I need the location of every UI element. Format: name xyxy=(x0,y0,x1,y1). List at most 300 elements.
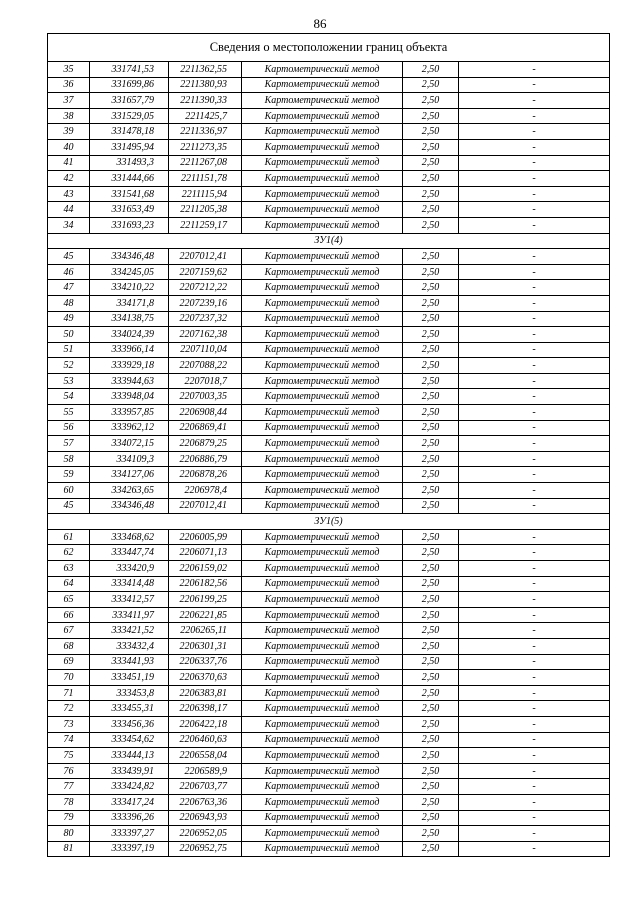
description-cell: - xyxy=(459,420,610,436)
x-coordinate-cell: 333455,31 xyxy=(90,701,169,717)
point-number-cell: 50 xyxy=(48,327,90,343)
point-number-cell: 75 xyxy=(48,748,90,764)
accuracy-cell: 2,50 xyxy=(403,108,459,124)
method-cell: Картометрический метод xyxy=(242,763,403,779)
y-coordinate-cell: 2206301,31 xyxy=(169,638,242,654)
accuracy-cell: 2,50 xyxy=(403,483,459,499)
x-coordinate-cell: 333468,62 xyxy=(90,529,169,545)
point-number-cell: 41 xyxy=(48,155,90,171)
point-number-cell: 81 xyxy=(48,841,90,857)
method-cell: Картометрический метод xyxy=(242,779,403,795)
x-coordinate-cell: 334346,48 xyxy=(90,249,169,265)
accuracy-cell: 2,50 xyxy=(403,171,459,187)
x-coordinate-cell: 333397,19 xyxy=(90,841,169,857)
method-cell: Картометрический метод xyxy=(242,155,403,171)
accuracy-cell: 2,50 xyxy=(403,327,459,343)
table-row xyxy=(48,171,610,187)
description-cell: - xyxy=(459,124,610,140)
description-cell: - xyxy=(459,763,610,779)
y-coordinate-cell: 2206265,11 xyxy=(169,623,242,639)
table-row xyxy=(48,498,610,514)
method-cell: Картометрический метод xyxy=(242,249,403,265)
x-coordinate-cell: 334127,06 xyxy=(90,467,169,483)
point-number-cell: 63 xyxy=(48,561,90,577)
y-coordinate-cell: 2211390,33 xyxy=(169,93,242,109)
table-row xyxy=(48,264,610,280)
x-coordinate-cell: 333454,62 xyxy=(90,732,169,748)
y-coordinate-cell: 2206763,36 xyxy=(169,794,242,810)
y-coordinate-cell: 2206199,25 xyxy=(169,592,242,608)
accuracy-cell: 2,50 xyxy=(403,405,459,421)
accuracy-cell: 2,50 xyxy=(403,389,459,405)
method-cell: Картометрический метод xyxy=(242,186,403,202)
y-coordinate-cell: 2211259,17 xyxy=(169,217,242,233)
method-cell: Картометрический метод xyxy=(242,405,403,421)
method-cell: Картометрический метод xyxy=(242,420,403,436)
accuracy-cell: 2,50 xyxy=(403,451,459,467)
method-cell: Картометрический метод xyxy=(242,670,403,686)
description-cell: - xyxy=(459,670,610,686)
point-number-cell: 39 xyxy=(48,124,90,140)
table-row xyxy=(48,483,610,499)
table-row xyxy=(48,249,610,265)
table-row xyxy=(48,327,610,343)
section-label: ЗУ1(4) xyxy=(48,233,610,249)
point-number-cell: 45 xyxy=(48,249,90,265)
accuracy-cell: 2,50 xyxy=(403,607,459,623)
method-cell: Картометрический метод xyxy=(242,436,403,452)
description-cell: - xyxy=(459,264,610,280)
x-coordinate-cell: 331495,94 xyxy=(90,139,169,155)
point-number-cell: 48 xyxy=(48,295,90,311)
x-coordinate-cell: 333447,74 xyxy=(90,545,169,561)
table-row xyxy=(48,124,610,140)
y-coordinate-cell: 2206398,17 xyxy=(169,701,242,717)
x-coordinate-cell: 334072,15 xyxy=(90,436,169,452)
description-cell: - xyxy=(459,311,610,327)
point-number-cell: 45 xyxy=(48,498,90,514)
accuracy-cell: 2,50 xyxy=(403,202,459,218)
point-number-cell: 59 xyxy=(48,467,90,483)
description-cell: - xyxy=(459,467,610,483)
method-cell: Картометрический метод xyxy=(242,607,403,623)
table-row xyxy=(48,732,610,748)
x-coordinate-cell: 334171,8 xyxy=(90,295,169,311)
y-coordinate-cell: 2207110,04 xyxy=(169,342,242,358)
y-coordinate-cell: 2211362,55 xyxy=(169,62,242,78)
point-number-cell: 53 xyxy=(48,373,90,389)
method-cell: Картометрический метод xyxy=(242,701,403,717)
x-coordinate-cell: 333417,24 xyxy=(90,794,169,810)
description-cell: - xyxy=(459,607,610,623)
y-coordinate-cell: 2206952,75 xyxy=(169,841,242,857)
point-number-cell: 44 xyxy=(48,202,90,218)
x-coordinate-cell: 333412,57 xyxy=(90,592,169,608)
description-cell: - xyxy=(459,732,610,748)
y-coordinate-cell: 2206071,13 xyxy=(169,545,242,561)
table-row xyxy=(48,701,610,717)
accuracy-cell: 2,50 xyxy=(403,716,459,732)
accuracy-cell: 2,50 xyxy=(403,77,459,93)
point-number-cell: 80 xyxy=(48,826,90,842)
method-cell: Картометрический метод xyxy=(242,561,403,577)
method-cell: Картометрический метод xyxy=(242,545,403,561)
accuracy-cell: 2,50 xyxy=(403,701,459,717)
point-number-cell: 76 xyxy=(48,763,90,779)
description-cell: - xyxy=(459,202,610,218)
point-number-cell: 58 xyxy=(48,451,90,467)
y-coordinate-cell: 2207012,41 xyxy=(169,249,242,265)
y-coordinate-cell: 2211425,7 xyxy=(169,108,242,124)
description-cell: - xyxy=(459,280,610,296)
table-row xyxy=(48,342,610,358)
description-cell: - xyxy=(459,826,610,842)
method-cell: Картометрический метод xyxy=(242,592,403,608)
table-row xyxy=(48,841,610,857)
accuracy-cell: 2,50 xyxy=(403,779,459,795)
point-number-cell: 43 xyxy=(48,186,90,202)
y-coordinate-cell: 2207239,16 xyxy=(169,295,242,311)
point-number-cell: 78 xyxy=(48,794,90,810)
table-row xyxy=(48,716,610,732)
x-coordinate-cell: 333453,8 xyxy=(90,685,169,701)
point-number-cell: 74 xyxy=(48,732,90,748)
x-coordinate-cell: 331699,86 xyxy=(90,77,169,93)
x-coordinate-cell: 333944,63 xyxy=(90,373,169,389)
point-number-cell: 72 xyxy=(48,701,90,717)
table-row xyxy=(48,186,610,202)
x-coordinate-cell: 331653,49 xyxy=(90,202,169,218)
method-cell: Картометрический метод xyxy=(242,483,403,499)
x-coordinate-cell: 334210,22 xyxy=(90,280,169,296)
y-coordinate-cell: 2211273,35 xyxy=(169,139,242,155)
point-number-cell: 49 xyxy=(48,311,90,327)
x-coordinate-cell: 333439,91 xyxy=(90,763,169,779)
x-coordinate-cell: 333456,36 xyxy=(90,716,169,732)
point-number-cell: 71 xyxy=(48,685,90,701)
y-coordinate-cell: 2206182,56 xyxy=(169,576,242,592)
x-coordinate-cell: 333441,93 xyxy=(90,654,169,670)
description-cell: - xyxy=(459,295,610,311)
accuracy-cell: 2,50 xyxy=(403,638,459,654)
description-cell: - xyxy=(459,327,610,343)
point-number-cell: 54 xyxy=(48,389,90,405)
description-cell: - xyxy=(459,779,610,795)
method-cell: Картометрический метод xyxy=(242,638,403,654)
y-coordinate-cell: 2211380,93 xyxy=(169,77,242,93)
x-coordinate-cell: 333424,82 xyxy=(90,779,169,795)
method-cell: Картометрический метод xyxy=(242,77,403,93)
table-row xyxy=(48,358,610,374)
point-number-cell: 77 xyxy=(48,779,90,795)
method-cell: Картометрический метод xyxy=(242,171,403,187)
method-cell: Картометрический метод xyxy=(242,389,403,405)
description-cell: - xyxy=(459,841,610,857)
method-cell: Картометрический метод xyxy=(242,794,403,810)
y-coordinate-cell: 2206703,77 xyxy=(169,779,242,795)
y-coordinate-cell: 2206370,63 xyxy=(169,670,242,686)
description-cell: - xyxy=(459,498,610,514)
description-cell: - xyxy=(459,389,610,405)
x-coordinate-cell: 331493,3 xyxy=(90,155,169,171)
point-number-cell: 73 xyxy=(48,716,90,732)
x-coordinate-cell: 331529,05 xyxy=(90,108,169,124)
description-cell: - xyxy=(459,108,610,124)
boundary-coordinates-table xyxy=(47,33,610,857)
accuracy-cell: 2,50 xyxy=(403,561,459,577)
table-row xyxy=(48,62,610,78)
method-cell: Картометрический метод xyxy=(242,451,403,467)
accuracy-cell: 2,50 xyxy=(403,295,459,311)
point-number-cell: 38 xyxy=(48,108,90,124)
description-cell: - xyxy=(459,155,610,171)
description-cell: - xyxy=(459,638,610,654)
accuracy-cell: 2,50 xyxy=(403,186,459,202)
description-cell: - xyxy=(459,62,610,78)
description-cell: - xyxy=(459,186,610,202)
accuracy-cell: 2,50 xyxy=(403,217,459,233)
y-coordinate-cell: 2206869,41 xyxy=(169,420,242,436)
x-coordinate-cell: 333420,9 xyxy=(90,561,169,577)
description-cell: - xyxy=(459,623,610,639)
accuracy-cell: 2,50 xyxy=(403,794,459,810)
method-cell: Картометрический метод xyxy=(242,124,403,140)
point-number-cell: 66 xyxy=(48,607,90,623)
description-cell: - xyxy=(459,716,610,732)
table-row xyxy=(48,155,610,171)
accuracy-cell: 2,50 xyxy=(403,420,459,436)
accuracy-cell: 2,50 xyxy=(403,311,459,327)
accuracy-cell: 2,50 xyxy=(403,748,459,764)
table-row xyxy=(48,576,610,592)
y-coordinate-cell: 2207088,22 xyxy=(169,358,242,374)
table-row xyxy=(48,451,610,467)
x-coordinate-cell: 333957,85 xyxy=(90,405,169,421)
x-coordinate-cell: 334109,3 xyxy=(90,451,169,467)
method-cell: Картометрический метод xyxy=(242,498,403,514)
y-coordinate-cell: 2211115,94 xyxy=(169,186,242,202)
description-cell: - xyxy=(459,654,610,670)
accuracy-cell: 2,50 xyxy=(403,841,459,857)
x-coordinate-cell: 333962,12 xyxy=(90,420,169,436)
method-cell: Картометрический метод xyxy=(242,93,403,109)
point-number-cell: 47 xyxy=(48,280,90,296)
method-cell: Картометрический метод xyxy=(242,327,403,343)
table-row xyxy=(48,311,610,327)
description-cell: - xyxy=(459,342,610,358)
accuracy-cell: 2,50 xyxy=(403,280,459,296)
table-title: Сведения о местоположении границ объекта xyxy=(48,34,610,62)
accuracy-cell: 2,50 xyxy=(403,342,459,358)
accuracy-cell: 2,50 xyxy=(403,358,459,374)
x-coordinate-cell: 334245,05 xyxy=(90,264,169,280)
y-coordinate-cell: 2206879,25 xyxy=(169,436,242,452)
table-row xyxy=(48,638,610,654)
accuracy-cell: 2,50 xyxy=(403,264,459,280)
y-coordinate-cell: 2206558,04 xyxy=(169,748,242,764)
point-number-cell: 37 xyxy=(48,93,90,109)
method-cell: Картометрический метод xyxy=(242,576,403,592)
y-coordinate-cell: 2206221,85 xyxy=(169,607,242,623)
description-cell: - xyxy=(459,576,610,592)
x-coordinate-cell: 333444,13 xyxy=(90,748,169,764)
table-row xyxy=(48,623,610,639)
method-cell: Картометрический метод xyxy=(242,311,403,327)
table-row xyxy=(48,685,610,701)
method-cell: Картометрический метод xyxy=(242,685,403,701)
table-row xyxy=(48,405,610,421)
accuracy-cell: 2,50 xyxy=(403,592,459,608)
table-row xyxy=(48,670,610,686)
point-number-cell: 64 xyxy=(48,576,90,592)
section-header-row xyxy=(48,514,610,530)
method-cell: Картометрический метод xyxy=(242,529,403,545)
description-cell: - xyxy=(459,358,610,374)
y-coordinate-cell: 2207003,35 xyxy=(169,389,242,405)
description-cell: - xyxy=(459,249,610,265)
page-number: 86 xyxy=(313,16,327,31)
description-cell: - xyxy=(459,77,610,93)
y-coordinate-cell: 2206337,76 xyxy=(169,654,242,670)
table-row xyxy=(48,217,610,233)
method-cell: Картометрический метод xyxy=(242,373,403,389)
table-row xyxy=(48,139,610,155)
accuracy-cell: 2,50 xyxy=(403,373,459,389)
method-cell: Картометрический метод xyxy=(242,623,403,639)
x-coordinate-cell: 334024,39 xyxy=(90,327,169,343)
accuracy-cell: 2,50 xyxy=(403,576,459,592)
y-coordinate-cell: 2206943,93 xyxy=(169,810,242,826)
accuracy-cell: 2,50 xyxy=(403,139,459,155)
table-row xyxy=(48,373,610,389)
table-row xyxy=(48,529,610,545)
method-cell: Картометрический метод xyxy=(242,654,403,670)
description-cell: - xyxy=(459,592,610,608)
description-cell: - xyxy=(459,483,610,499)
point-number-cell: 65 xyxy=(48,592,90,608)
accuracy-cell: 2,50 xyxy=(403,654,459,670)
table-row xyxy=(48,826,610,842)
method-cell: Картометрический метод xyxy=(242,280,403,296)
table-row xyxy=(48,467,610,483)
accuracy-cell: 2,50 xyxy=(403,467,459,483)
table-row xyxy=(48,763,610,779)
description-cell: - xyxy=(459,93,610,109)
point-number-cell: 36 xyxy=(48,77,90,93)
x-coordinate-cell: 331478,18 xyxy=(90,124,169,140)
x-coordinate-cell: 334346,48 xyxy=(90,498,169,514)
description-cell: - xyxy=(459,748,610,764)
x-coordinate-cell: 331693,23 xyxy=(90,217,169,233)
table-row xyxy=(48,794,610,810)
point-number-cell: 40 xyxy=(48,139,90,155)
point-number-cell: 67 xyxy=(48,623,90,639)
accuracy-cell: 2,50 xyxy=(403,670,459,686)
x-coordinate-cell: 333396,26 xyxy=(90,810,169,826)
point-number-cell: 60 xyxy=(48,483,90,499)
description-cell: - xyxy=(459,405,610,421)
method-cell: Картометрический метод xyxy=(242,264,403,280)
x-coordinate-cell: 333432,4 xyxy=(90,638,169,654)
accuracy-cell: 2,50 xyxy=(403,155,459,171)
accuracy-cell: 2,50 xyxy=(403,249,459,265)
accuracy-cell: 2,50 xyxy=(403,498,459,514)
accuracy-cell: 2,50 xyxy=(403,685,459,701)
y-coordinate-cell: 2207212,22 xyxy=(169,280,242,296)
y-coordinate-cell: 2207159,62 xyxy=(169,264,242,280)
point-number-cell: 51 xyxy=(48,342,90,358)
table-row xyxy=(48,202,610,218)
table-row xyxy=(48,93,610,109)
method-cell: Картометрический метод xyxy=(242,108,403,124)
method-cell: Картометрический метод xyxy=(242,62,403,78)
method-cell: Картометрический метод xyxy=(242,732,403,748)
table-row xyxy=(48,592,610,608)
table-row xyxy=(48,561,610,577)
point-number-cell: 34 xyxy=(48,217,90,233)
accuracy-cell: 2,50 xyxy=(403,545,459,561)
description-cell: - xyxy=(459,436,610,452)
accuracy-cell: 2,50 xyxy=(403,436,459,452)
point-number-cell: 79 xyxy=(48,810,90,826)
description-cell: - xyxy=(459,217,610,233)
point-number-cell: 69 xyxy=(48,654,90,670)
table-row xyxy=(48,810,610,826)
table-row xyxy=(48,607,610,623)
y-coordinate-cell: 2207162,38 xyxy=(169,327,242,343)
point-number-cell: 55 xyxy=(48,405,90,421)
x-coordinate-cell: 331741,53 xyxy=(90,62,169,78)
y-coordinate-cell: 2207237,32 xyxy=(169,311,242,327)
point-number-cell: 46 xyxy=(48,264,90,280)
x-coordinate-cell: 331541,68 xyxy=(90,186,169,202)
x-coordinate-cell: 331444,66 xyxy=(90,171,169,187)
description-cell: - xyxy=(459,545,610,561)
y-coordinate-cell: 2206460,63 xyxy=(169,732,242,748)
y-coordinate-cell: 2206978,4 xyxy=(169,483,242,499)
table-row xyxy=(48,545,610,561)
accuracy-cell: 2,50 xyxy=(403,623,459,639)
x-coordinate-cell: 333411,97 xyxy=(90,607,169,623)
x-coordinate-cell: 333929,18 xyxy=(90,358,169,374)
point-number-cell: 68 xyxy=(48,638,90,654)
x-coordinate-cell: 334138,75 xyxy=(90,311,169,327)
point-number-cell: 35 xyxy=(48,62,90,78)
description-cell: - xyxy=(459,373,610,389)
method-cell: Картометрический метод xyxy=(242,810,403,826)
method-cell: Картометрический метод xyxy=(242,841,403,857)
x-coordinate-cell: 333414,48 xyxy=(90,576,169,592)
x-coordinate-cell: 333397,27 xyxy=(90,826,169,842)
method-cell: Картометрический метод xyxy=(242,139,403,155)
method-cell: Картометрический метод xyxy=(242,342,403,358)
x-coordinate-cell: 333948,04 xyxy=(90,389,169,405)
y-coordinate-cell: 2211267,08 xyxy=(169,155,242,171)
y-coordinate-cell: 2211151,78 xyxy=(169,171,242,187)
description-cell: - xyxy=(459,139,610,155)
y-coordinate-cell: 2206383,81 xyxy=(169,685,242,701)
method-cell: Картометрический метод xyxy=(242,748,403,764)
method-cell: Картометрический метод xyxy=(242,217,403,233)
description-cell: - xyxy=(459,171,610,187)
x-coordinate-cell: 331657,79 xyxy=(90,93,169,109)
y-coordinate-cell: 2207018,7 xyxy=(169,373,242,389)
y-coordinate-cell: 2206422,18 xyxy=(169,716,242,732)
x-coordinate-cell: 334263,65 xyxy=(90,483,169,499)
table-row xyxy=(48,420,610,436)
method-cell: Картометрический метод xyxy=(242,295,403,311)
description-cell: - xyxy=(459,561,610,577)
